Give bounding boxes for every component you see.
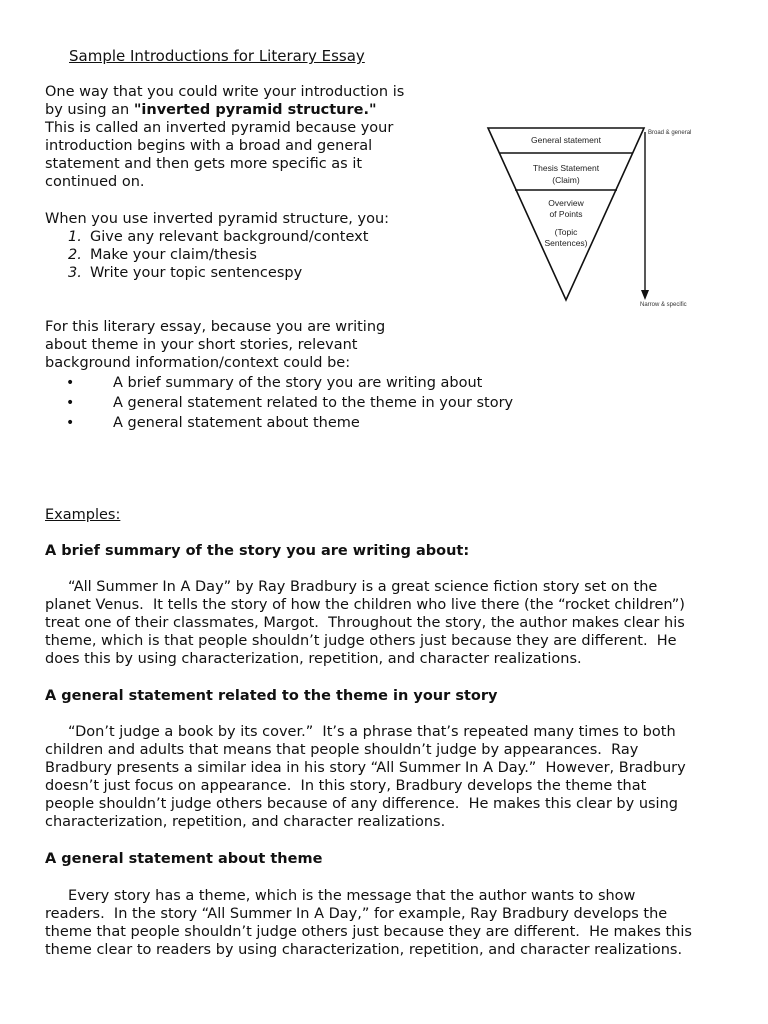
intro-line-2-text: by using an (45, 102, 134, 118)
bullet-list (66, 374, 513, 434)
intro-paragraph (45, 83, 445, 191)
body-line: doesn’t just focus on appearance. In this story, Bradbury develops the theme that (45, 778, 647, 794)
bullet-icon: • (66, 375, 75, 391)
page-title: Sample Introductions for Literary Essay (69, 47, 365, 65)
bullet-text: A general statement about theme (113, 415, 360, 431)
inverted-pyramid-diagram (484, 122, 724, 312)
list-item (68, 246, 368, 264)
section-body-theme-story (45, 723, 725, 831)
body-line: theme that people shouldn’t judge others just because they are different. He makes this (45, 924, 692, 940)
body-line: does this by using characterization, repetition, and character realizations. (45, 651, 582, 667)
intro-rest: This is called an inverted pyramid because your introduction begins with a broad and general statement and then gets more specific as it continued on. (45, 120, 394, 190)
intro-line-2 (45, 102, 377, 118)
bullet-text: A general statement related to the theme in your story (113, 395, 514, 411)
body-line: Every story has a theme, which is the message that the author wants to show (45, 888, 636, 904)
section-body-summary (45, 578, 725, 668)
body-line: theme clear to readers by using characterization, repetition, and character realizations. (45, 942, 683, 958)
pyramid-level-points: of Points (549, 209, 583, 219)
narrow-specific-label: Narrow & specific (640, 302, 687, 308)
list-item (68, 228, 368, 246)
body-line: Bradbury presents a similar idea in his story “All Summer In A Day.” However, Bradbury (45, 760, 686, 776)
step-number: 1. (68, 229, 82, 245)
bullet-icon: • (66, 415, 75, 431)
list-item (66, 374, 513, 394)
section-heading-theme-general: A general statement about theme (45, 851, 323, 867)
step-number: 3. (68, 265, 82, 281)
body-line: readers. In the story “All Summer In A Day,” for example, Ray Bradbury develops the (45, 906, 668, 922)
step-text: Write your topic sentencespy (90, 265, 303, 281)
steps-list (68, 228, 368, 282)
body-line: theme, which is that people shouldn’t judge others just because they are different. He (45, 633, 677, 649)
step-number: 2. (68, 247, 82, 263)
inverted-pyramid-term: "inverted pyramid structure." (133, 102, 377, 118)
bullet-text: A brief summary of the story you are writing about (113, 375, 483, 391)
section-heading-summary: A brief summary of the story you are writing about: (45, 543, 470, 559)
intro-line-1: One way that you could write your introduction is (45, 84, 405, 100)
pyramid-level-overview: Overview (548, 198, 584, 208)
broad-general-label: Broad & general (648, 130, 692, 136)
pyramid-level-claim: (Claim) (552, 175, 580, 185)
body-line: characterization, repetition, and character realizations. (45, 814, 446, 830)
body-line: planet Venus. It tells the story of how the children who live there (the “rocket children”) (45, 597, 685, 613)
examples-label: Examples: (45, 507, 121, 523)
list-item (68, 264, 368, 282)
list-item (66, 394, 513, 414)
body-line: people shouldn’t judge others because of any difference. He makes this clear by using (45, 796, 678, 812)
list-item (66, 414, 513, 434)
step-text: Make your claim/thesis (90, 247, 257, 263)
pyramid-level-general: General statement (531, 135, 601, 145)
body-line: “All Summer In A Day” by Ray Bradbury is a great science fiction story set on the (45, 579, 658, 595)
pyramid-level-thesis: Thesis Statement (532, 163, 600, 173)
section-heading-theme-story: A general statement related to the theme in your story (45, 688, 498, 704)
when-text: When you use inverted pyramid structure, you: (45, 211, 390, 227)
body-line: children and adults that means that people shouldn’t judge by appearances. Ray (45, 742, 639, 758)
pyramid-level-sentences: Sentences) (544, 238, 588, 248)
bullet-icon: • (66, 395, 75, 411)
body-line: “Don’t judge a book by its cover.” It’s a phrase that’s repeated many times to both (45, 724, 676, 740)
body-line: treat one of their classmates, Margot. Throughout the story, the author makes clear his (45, 615, 685, 631)
section-body-theme-general (45, 887, 725, 959)
step-text: Give any relevant background/context (90, 229, 369, 245)
pyramid-level-topic: (Topic (554, 227, 578, 237)
for-this-paragraph: For this literary essay, because you are writing about theme in your short stories, relevant background information/context could be: (45, 319, 386, 371)
arrow-down-icon (641, 290, 649, 300)
